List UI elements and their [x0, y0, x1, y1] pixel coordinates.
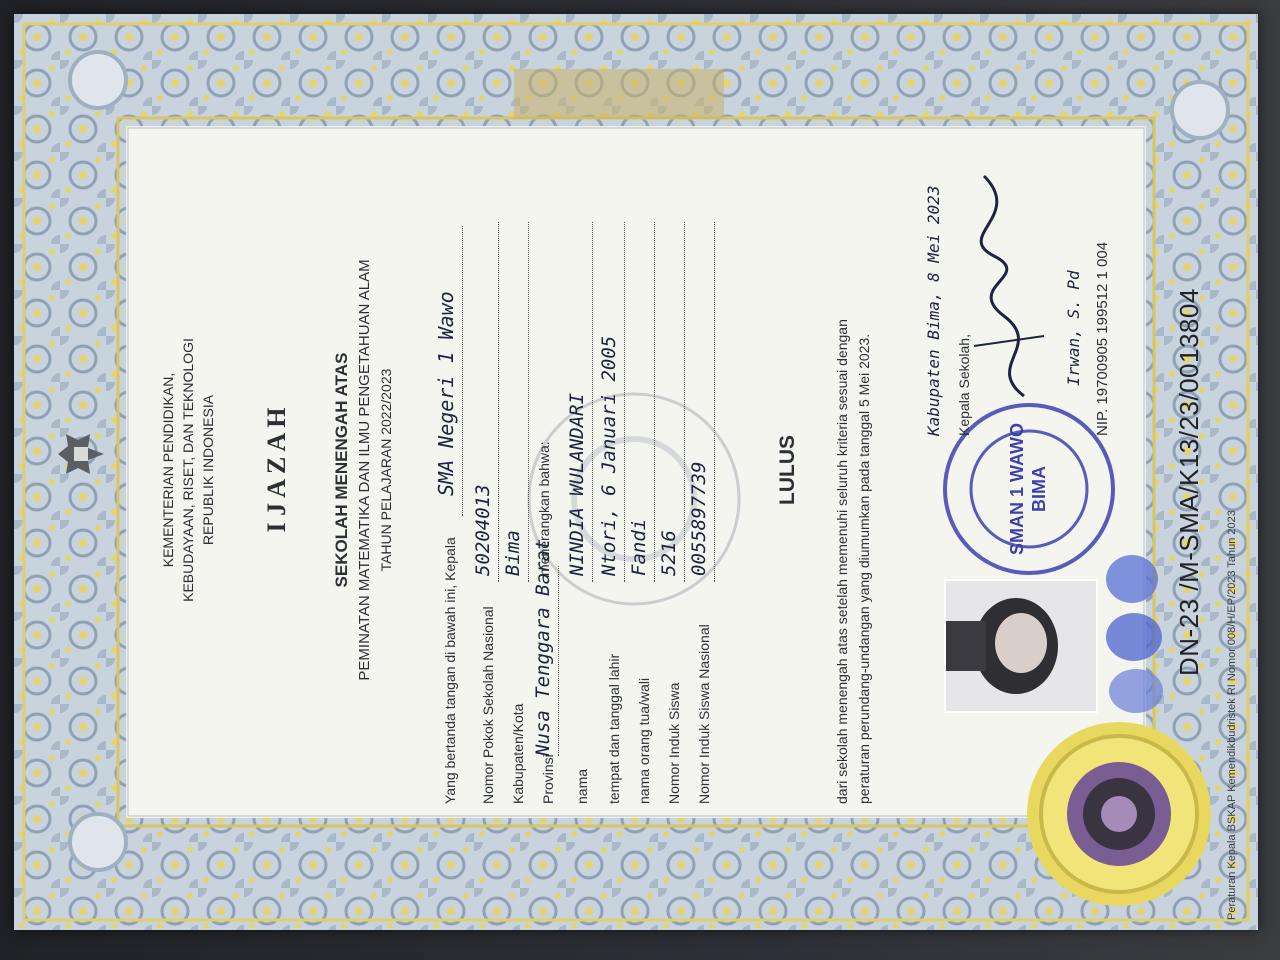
result-status: LULUS [776, 435, 799, 505]
field-value: Fandi [628, 518, 650, 576]
field-label: Nomor Induk Siswa Nasional [696, 624, 712, 804]
ministry-line-3: REPUBLIK INDONESIA [200, 394, 216, 546]
field-value: 50204013 [472, 484, 494, 576]
dotted-line [654, 222, 655, 582]
garuda-emblem [54, 430, 110, 478]
field-label: nama orang tua/wali [636, 677, 652, 804]
dotted-line [528, 222, 529, 582]
dotted-line [684, 222, 685, 582]
dotted-line [498, 222, 499, 582]
field-value: Nusa Tenggara Barat [532, 538, 554, 756]
signer-name: Irwan, S. Pd [1064, 270, 1083, 386]
field-label: Kabupaten/Kota [510, 703, 526, 804]
dotted-line [462, 226, 463, 516]
certificate-title: I J A Z A H [262, 407, 291, 533]
ministry-line-1: KEMENTERIAN PENDIDIKAN, [160, 372, 176, 568]
field-label: Nomor Pokok Sekolah Nasional [480, 606, 496, 804]
signature-place-date: Kabupaten Bima, 8 Mei 2023 [924, 185, 943, 436]
stamp-text-line2: BIMA [1029, 466, 1049, 512]
field-value: Ntori, 6 Januari 2005 [598, 335, 620, 576]
field-value: Bima [502, 530, 524, 576]
school-year: TAHUN PELAJARAN 2022/2023 [378, 368, 394, 572]
stamp-text-line1: SMAN 1 WAWO [1007, 422, 1027, 556]
dotted-line [558, 566, 559, 756]
ministry-line-2: KEBUDAYAAN, RISET, DAN TEKNOLOGI [180, 338, 196, 602]
intro-lead: Yang bertanda tangan di bawah ini, Kepala [442, 537, 458, 804]
field-label: nama [574, 768, 590, 804]
dotted-line [592, 222, 593, 582]
dotted-line [714, 222, 715, 582]
body-line-1: dari sekolah menengah atas setelah memenuhi seluruh kriteria sesuai dengan [834, 319, 850, 804]
intro-school-name: SMA Negeri 1 Wawo [434, 291, 458, 496]
certificate-paper [14, 14, 1258, 930]
field-value: NINDIA WULANDARI [566, 392, 588, 576]
field-value: 5216 [658, 530, 680, 576]
dotted-line [624, 222, 625, 582]
body-line-2: peraturan perundang-undangan yang diumumkan pada tanggal 5 Mei 2023. [856, 333, 872, 804]
footer-regulation: Peraturan Kepala BSKAP Kemendikbudristek RI Nomor 008/H/EP/2023 Tahun 2023 [1226, 510, 1238, 920]
handwritten-signature [964, 166, 1054, 406]
school-level: SEKOLAH MENENGAH ATAS [332, 352, 351, 588]
field-value: 0055897739 [688, 461, 710, 576]
field-label: tempat dan tanggal lahir [606, 653, 622, 804]
declares-text: menerangkan bahwa: [536, 441, 552, 576]
serial-number: DN-23 /M-SMA/K13/23/0013804 [1174, 288, 1204, 676]
field-label: Nomor Induk Siswa [666, 682, 682, 804]
field-label: Provinsi [540, 754, 556, 804]
study-program: PEMINATAN MATEMATIKA DAN ILMU PENGETAHUAN ALAM [356, 259, 373, 681]
certificate-content [14, 14, 1254, 926]
signature-role: Kepala Sekolah, [956, 334, 972, 436]
signer-nip: NIP. 19700905 199512 1 004 [1094, 241, 1111, 436]
